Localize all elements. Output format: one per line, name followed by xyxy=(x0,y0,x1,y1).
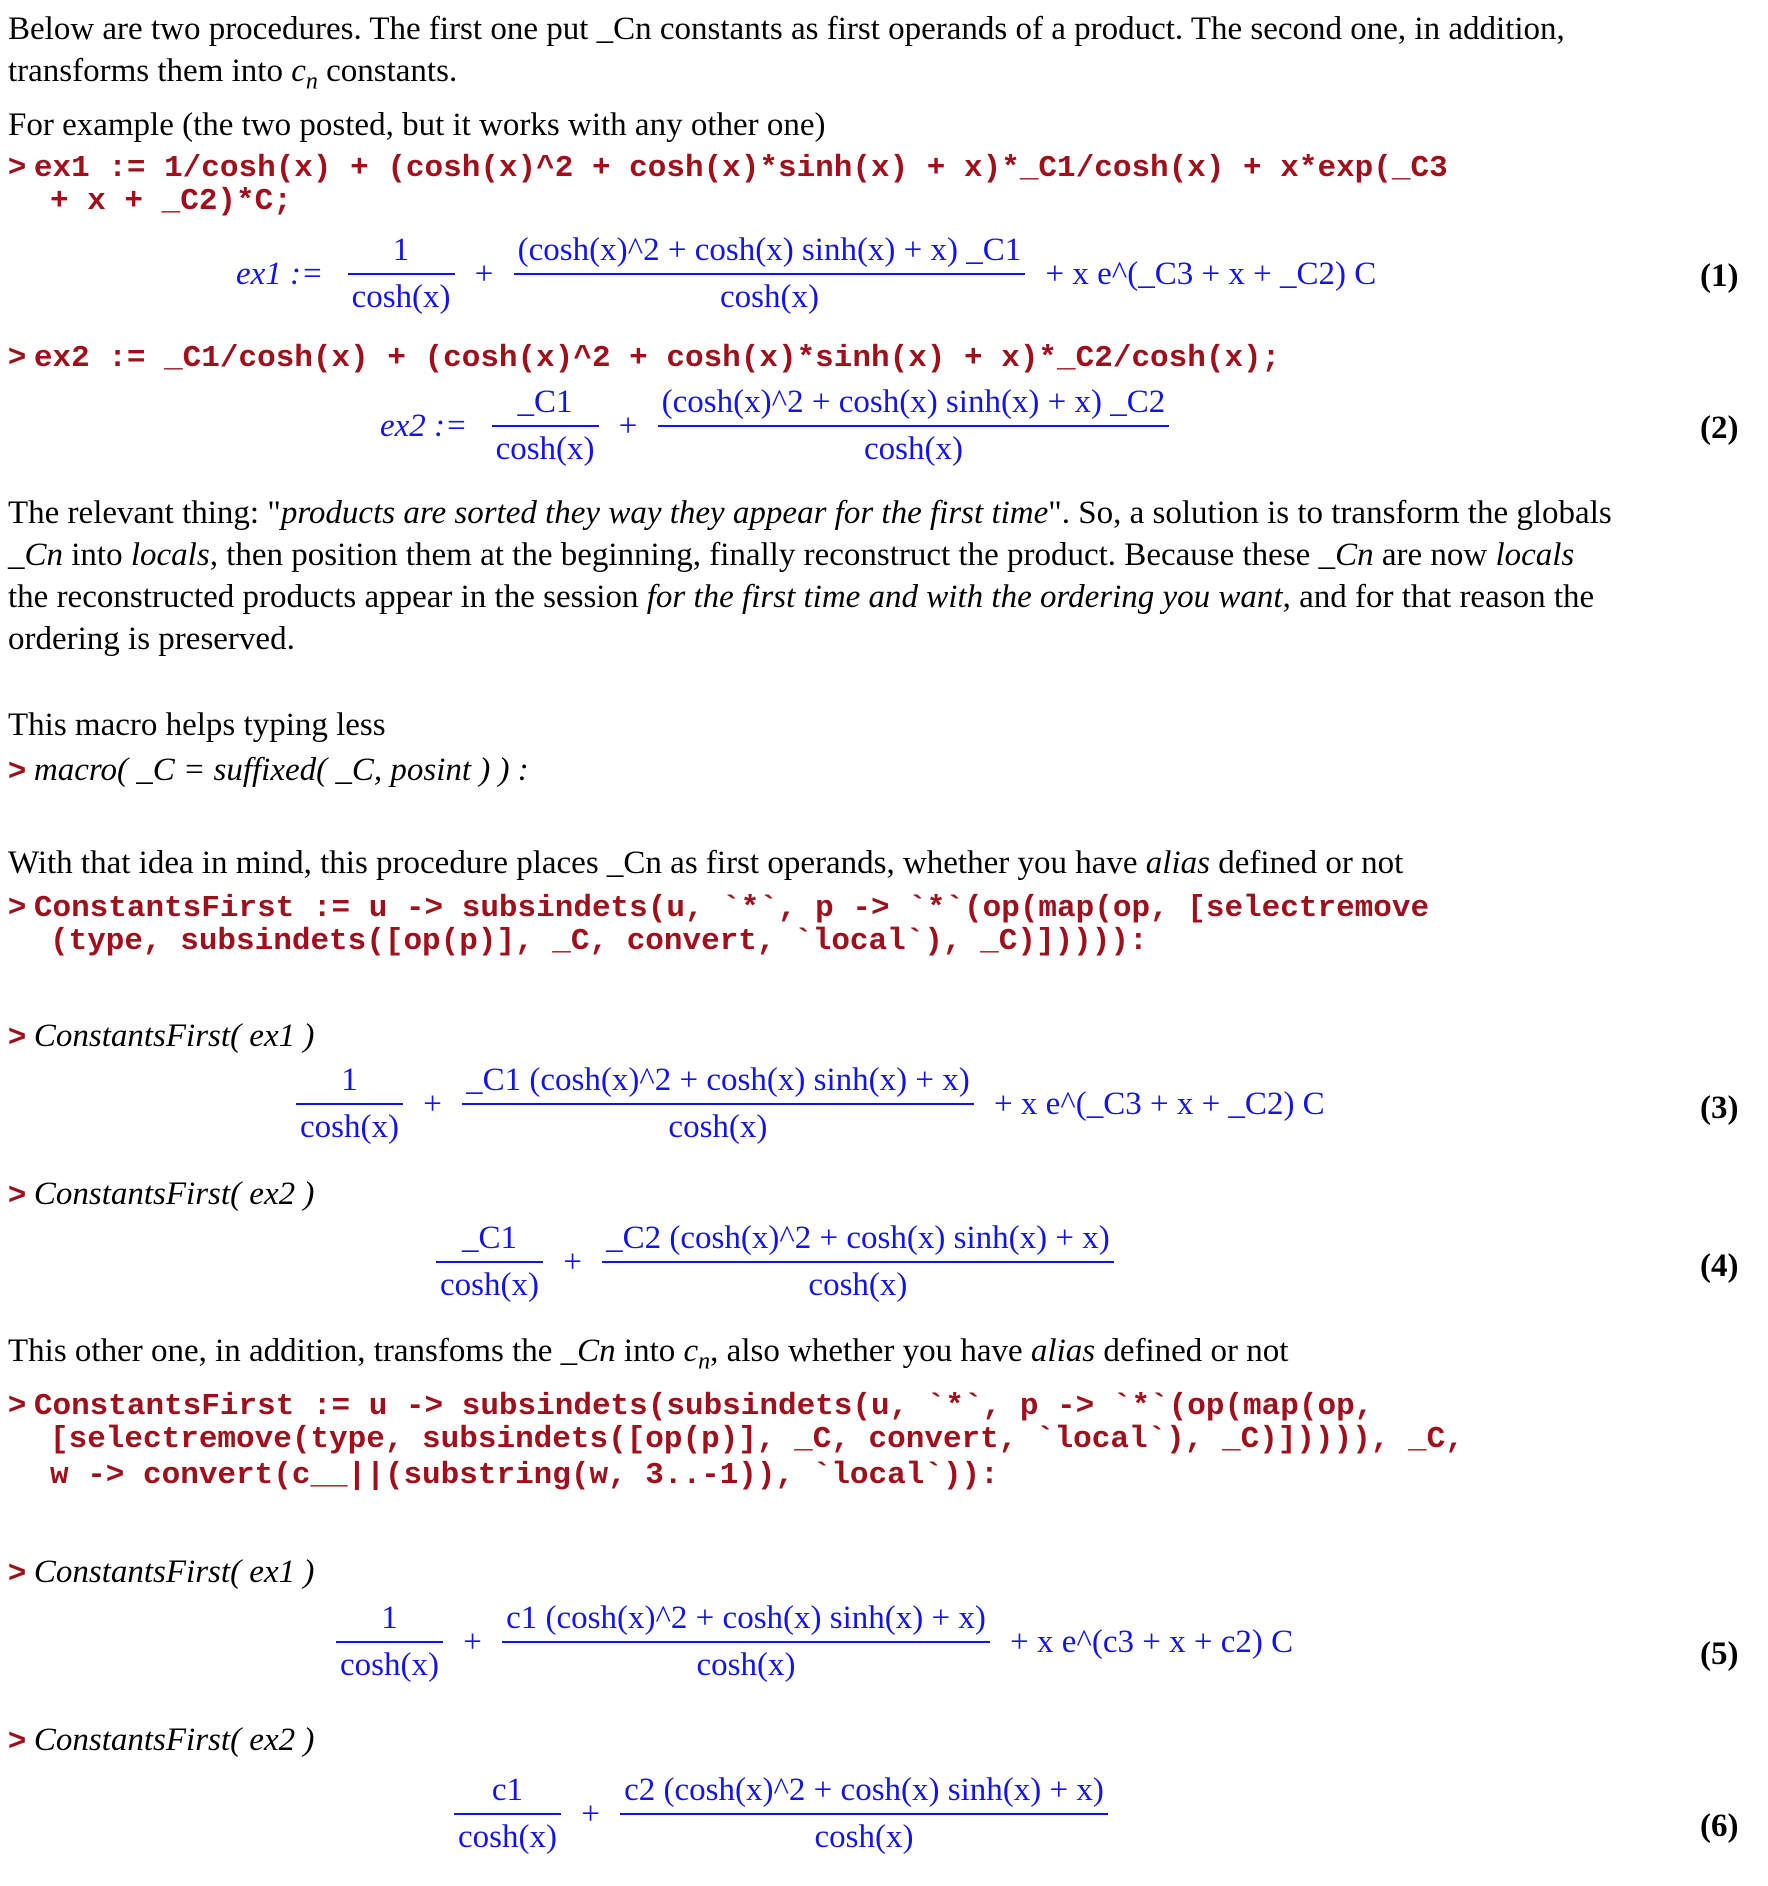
numerator: 1 xyxy=(348,232,455,275)
input-proc1-line-1[interactable]: ConstantsFirst := u -> subsindets(u, `*`, p -> `*`(op(map(op, [selectremove xyxy=(33,891,1430,926)
intro-line-2 xyxy=(8,50,457,103)
prompt-symbol: > xyxy=(8,752,27,787)
input-call2[interactable] xyxy=(8,1176,314,1212)
output-ex1-lhs: ex1 := xyxy=(236,255,324,292)
para3-n-subscript: n xyxy=(698,1348,711,1375)
fraction xyxy=(454,1772,561,1856)
numerator: _C2 (cosh(x)^2 + cosh(x) sinh(x) + x) xyxy=(602,1220,1114,1263)
para1-text: The relevant thing: " xyxy=(8,495,281,531)
denominator: cosh(x) xyxy=(814,1819,914,1855)
input-call4-text[interactable]: ConstantsFirst( ex2 ) xyxy=(33,1722,315,1758)
equation-number: (5) xyxy=(1700,1636,1739,1672)
para3-c-symbol: c xyxy=(683,1333,699,1369)
macro-description: This macro helps typing less xyxy=(8,707,386,743)
prompt-symbol: > xyxy=(8,338,27,373)
numerator: (cosh(x)^2 + cosh(x) sinh(x) + x) _C2 xyxy=(658,384,1170,427)
output-ex1 xyxy=(236,232,1382,316)
para1-locals: locals xyxy=(1495,537,1575,573)
input-call3-text[interactable]: ConstantsFirst( ex1 ) xyxy=(33,1554,315,1590)
prompt-symbol: > xyxy=(8,888,27,923)
plus-operator: + xyxy=(423,1085,442,1122)
denominator: cosh(x) xyxy=(668,1109,768,1145)
para1-emphasis: for the first time and with the ordering you want xyxy=(646,579,1283,615)
para2-text: With that idea in mind, this procedure places _Cn as first operands, whether you have xyxy=(8,845,1146,881)
fraction xyxy=(620,1772,1108,1856)
para1-text: ". So, a solution is to transform the globals xyxy=(1048,495,1612,531)
para1-cn: Cn xyxy=(1335,537,1374,573)
exponential-term: + x e^(_C3 + x + _C2) C xyxy=(1045,255,1377,292)
para2-alias: alias xyxy=(1145,845,1210,881)
prompt-symbol: > xyxy=(8,1176,27,1211)
denominator: cosh(x) xyxy=(696,1647,796,1683)
input-ex1[interactable] xyxy=(8,148,1448,187)
para3-text: This other one, in addition, transfoms the _ xyxy=(8,1333,578,1369)
fraction xyxy=(348,232,455,316)
denominator: cosh(x) xyxy=(863,431,963,467)
para3 xyxy=(8,1330,1288,1383)
numerator: (cosh(x)^2 + cosh(x) sinh(x) + x) _C1 xyxy=(514,232,1026,275)
input-proc2-line-2[interactable]: [selectremove(type, subsindets([op(p)], _C, convert, `local`), _C)])))), _C, xyxy=(50,1422,1464,1457)
input-call2-text[interactable]: ConstantsFirst( ex2 ) xyxy=(33,1176,315,1212)
para1-text: the reconstructed products appear in the session xyxy=(8,579,647,615)
plus-operator: + xyxy=(618,407,638,444)
fraction xyxy=(462,1062,974,1146)
fraction xyxy=(502,1600,990,1684)
para1-line-2 xyxy=(8,534,1574,576)
output-4 xyxy=(430,1220,1120,1304)
prompt-symbol: > xyxy=(8,1554,27,1589)
para3-cn: Cn xyxy=(577,1333,616,1369)
numerator: 1 xyxy=(336,1600,443,1643)
input-ex2-line-1[interactable]: ex2 := _C1/cosh(x) + (cosh(x)^2 + cosh(x)*sinh(x) + x)*_C2/cosh(x); xyxy=(33,341,1281,376)
para1-text: are now xyxy=(1373,537,1496,573)
fraction xyxy=(514,232,1026,316)
input-proc2-line-3[interactable]: w -> convert(c__||(substring(w, 3..-1)), `local`)): xyxy=(50,1458,999,1493)
input-call3[interactable] xyxy=(8,1554,314,1590)
denominator: cosh(x) xyxy=(440,1267,539,1303)
equation-number: (4) xyxy=(1700,1248,1739,1284)
output-6 xyxy=(448,1772,1114,1856)
equation-number: (2) xyxy=(1700,410,1739,446)
input-proc1-line-2[interactable]: (type, subsindets([op(p)], _C, convert, `local`), _C)])))): xyxy=(50,924,1148,959)
equation-number: (3) xyxy=(1700,1090,1739,1126)
denominator: cosh(x) xyxy=(458,1819,557,1855)
para3-alias: alias xyxy=(1030,1333,1096,1369)
output-ex2-lhs: ex2 := xyxy=(380,407,468,444)
denominator: cosh(x) xyxy=(719,279,819,315)
intro-n-subscript: n xyxy=(305,68,318,95)
input-call1[interactable] xyxy=(8,1018,314,1054)
para1-emphasis: products are sorted they way they appear for the first time xyxy=(280,495,1049,531)
plus-operator: + xyxy=(581,1795,600,1832)
output-3 xyxy=(290,1062,1331,1146)
para1-cn: Cn xyxy=(24,537,64,573)
intro-c-symbol: c xyxy=(291,53,306,89)
intro-line-2-post: constants. xyxy=(317,53,458,89)
input-ex2[interactable] xyxy=(8,338,1280,377)
denominator: cosh(x) xyxy=(340,1647,439,1683)
numerator: _C1 (cosh(x)^2 + cosh(x) sinh(x) + x) xyxy=(462,1062,974,1105)
fraction xyxy=(436,1220,543,1304)
numerator: _C1 xyxy=(436,1220,543,1263)
para2 xyxy=(8,842,1403,884)
output-ex2 xyxy=(380,384,1175,468)
numerator: c1 xyxy=(454,1772,561,1815)
exponential-term: + x e^(c3 + x + c2) C xyxy=(1010,1623,1294,1660)
para1-text: , and for that reason the xyxy=(1282,579,1595,615)
prompt-symbol: > xyxy=(8,148,27,183)
plus-operator: + xyxy=(474,255,494,292)
macro-input-text[interactable]: macro( _C = suffixed( _C, posint ) ) : xyxy=(33,752,529,788)
denominator: cosh(x) xyxy=(808,1267,908,1303)
fraction xyxy=(336,1600,443,1684)
fraction xyxy=(658,384,1170,468)
input-proc2[interactable] xyxy=(8,1386,1373,1425)
para1-text: into xyxy=(63,537,131,573)
plus-operator: + xyxy=(463,1623,482,1660)
input-call4[interactable] xyxy=(8,1722,314,1758)
input-proc2-line-1[interactable]: ConstantsFirst := u -> subsindets(subsindets(u, `*`, p -> `*`(op(map(op, xyxy=(33,1389,1374,1424)
fraction xyxy=(492,384,599,468)
intro-line-1: Below are two procedures. The first one put _Cn constants as first operands of a product. The second one, in addition, xyxy=(8,11,1565,47)
denominator: cosh(x) xyxy=(495,431,595,467)
numerator: c1 (cosh(x)^2 + cosh(x) sinh(x) + x) xyxy=(502,1600,990,1643)
para1-text: _ xyxy=(8,537,25,573)
prompt-symbol: > xyxy=(8,1018,27,1053)
para1-text: , then position them at the beginning, finally reconstruct the product. Because these _ xyxy=(209,537,1336,573)
prompt-symbol: > xyxy=(8,1722,27,1757)
numerator: _C1 xyxy=(492,384,599,427)
equation-number: (6) xyxy=(1700,1808,1739,1844)
prompt-symbol: > xyxy=(8,1386,27,1421)
para2-text: defined or not xyxy=(1209,845,1404,881)
fraction xyxy=(602,1220,1114,1304)
intro-line-2-pre: transforms them into xyxy=(8,53,292,89)
exponential-term: + x e^(_C3 + x + _C2) C xyxy=(993,1085,1325,1122)
macro-input[interactable] xyxy=(8,752,529,788)
para1-locals: locals xyxy=(130,537,210,573)
equation-number: (1) xyxy=(1700,258,1739,294)
para1-line-3 xyxy=(8,576,1594,618)
input-ex1-line-2[interactable]: + x + _C2)*C; xyxy=(50,184,292,219)
plus-operator: + xyxy=(563,1243,582,1280)
numerator: c2 (cosh(x)^2 + cosh(x) sinh(x) + x) xyxy=(620,1772,1108,1815)
input-proc1[interactable] xyxy=(8,888,1429,927)
intro-line-3: For example (the two posted, but it works with any other one) xyxy=(8,107,826,143)
para3-text: into xyxy=(615,1333,684,1369)
para3-text: , also whether you have xyxy=(710,1333,1031,1369)
output-5 xyxy=(330,1600,1299,1684)
para3-text: defined or not xyxy=(1095,1333,1289,1369)
fraction xyxy=(296,1062,403,1146)
input-ex1-line-1[interactable]: ex1 := 1/cosh(x) + (cosh(x)^2 + cosh(x)*sinh(x) + x)*_C1/cosh(x) + x*exp(_C3 xyxy=(33,151,1448,186)
input-call1-text[interactable]: ConstantsFirst( ex1 ) xyxy=(33,1018,315,1054)
para1-line-4: ordering is preserved. xyxy=(8,621,295,657)
denominator: cosh(x) xyxy=(300,1109,399,1145)
numerator: 1 xyxy=(296,1062,403,1105)
denominator: cosh(x) xyxy=(351,279,451,315)
para1-line-1 xyxy=(8,492,1612,534)
